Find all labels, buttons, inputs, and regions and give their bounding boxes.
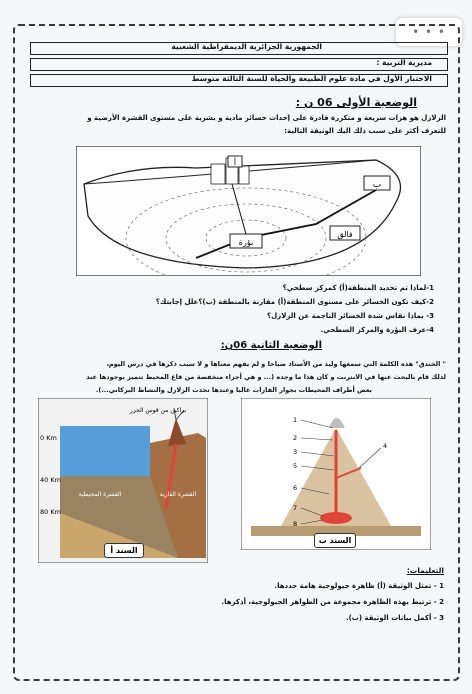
num-5: 5: [293, 462, 298, 470]
directorate-label: مديرية التربية :: [376, 58, 432, 67]
situation2-title: الوضعية الثانية 06ن:: [220, 340, 322, 351]
situation1-intro-1: الزلازل هو هزات سريعة و متكررة قادرة على إحداث خسائر مادية و بشرية على مستوى القشرة الأرضية و: [87, 114, 446, 122]
continental-crust-label: القشرة القارية: [159, 491, 197, 498]
instructions-title: التعليمات:: [406, 566, 444, 575]
label-a: أ: [233, 158, 237, 167]
question-2: 2-كيف تكون الخسائر على مستوى المنطقة(أ) مقارنة بالمنطقة (ب)؟علل إجابتك؟: [155, 298, 434, 306]
subduction-figure: [38, 398, 208, 563]
question-1: 1-لماذا تم تحديد المنطقة(أ) كمركز سطحي؟: [282, 284, 434, 292]
num-4: 4: [383, 442, 388, 450]
num-6: 6: [293, 484, 298, 492]
oceanic-crust-label: القشرة المحيطية: [78, 491, 122, 498]
num-7: 7: [293, 504, 298, 512]
earthquake-figure: [76, 146, 421, 276]
depth-0: 0 Km: [40, 434, 57, 442]
question-4: 4-عرف البؤرة والمركز السطحي.: [320, 326, 434, 334]
share-badge[interactable]: • • •: [396, 18, 462, 46]
instruction-3: 3 - أكمل بيانات الوثيقة (ب).: [345, 614, 444, 622]
situation1-intro-2: للتعرف أكثر على سبب ذلك اليك الوثيقة التالية:: [284, 127, 446, 135]
question-3: 3- بماذا نقاس شدة الخسائر الناجمة عن الزلازل؟: [267, 312, 434, 320]
label-focus: بؤرة: [238, 238, 254, 247]
num-8: 8: [293, 520, 298, 528]
exam-title: الاختبار الأول في مادة علوم الطبيعة والحياة للسنة الثالثة متوسط: [191, 74, 432, 83]
instruction-2: 2 - ترتبط بهذه الظاهرة مجموعة من الظواهر الجيولوجية، أذكرها.: [221, 598, 444, 606]
caption-b: السند ب: [314, 533, 356, 548]
num-3: 3: [293, 448, 298, 456]
republic-title: الجمهورية الجزائرية الديمقراطية الشعبية: [171, 42, 322, 51]
label-b: ب: [372, 180, 382, 190]
volcano-figure: [241, 398, 431, 550]
situation2-para-2: لذلك قام بالبحث عنها في الانترنت و كان هذا ما وجده (... و هي أجزاء منخفضة من قاع المحيط تتميز بوجودها عند: [86, 373, 446, 381]
instruction-1: 1 - تمثل الوثيقة (أ) ظاهرة جيولوجية هامة حددها.: [274, 582, 444, 590]
situation2-para-3: بعض أطراف المحيطات بجوار القارات غالبا وعندها تحدث الزلازل والنشاط البركاني...).: [95, 386, 372, 394]
situation2-para-1: " الخندق" هذه الكلمة التي سمعها وليد من الأستاذ صباحا و لم يفهم معناها و لا سبب ذكرها في درس اليوم،: [106, 360, 446, 368]
ocean-water: [60, 426, 150, 476]
caption-a: السند أ: [104, 543, 144, 558]
num-1: 1: [293, 416, 298, 424]
volcano-label: براكين من قوس الجزر: [129, 407, 187, 414]
label-fault: فالق: [337, 230, 353, 239]
magma-chamber: [320, 512, 352, 524]
num-2: 2: [293, 434, 298, 442]
depth-80: 80 Km: [40, 508, 61, 516]
depth-40: 40 Km: [40, 476, 61, 484]
situation1-title: الوضعية الأولى 06 ن :: [295, 96, 417, 109]
